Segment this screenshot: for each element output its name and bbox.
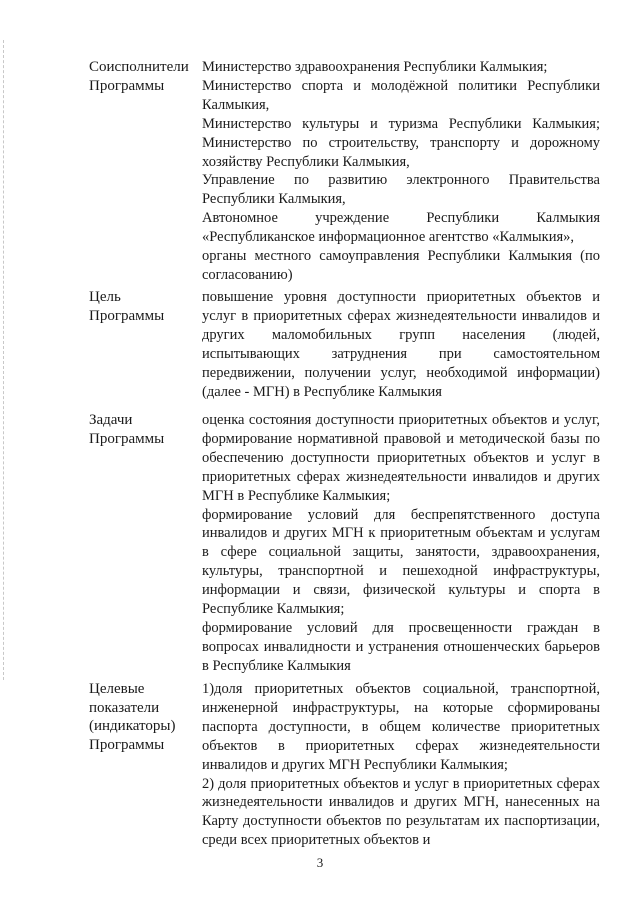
section-content (202, 288, 600, 401)
section-content (202, 58, 600, 285)
section-label (89, 58, 199, 95)
content-paragraph: оценка состояния доступности приоритетных объектов и услуг, формирование нормативной правовой и методической базы по обеспечению доступности приоритетных объектов и услуг в приоритетных сферах жизнедеятельности инвалидов и других МГН в Республике Калмыкия; (202, 412, 600, 504)
content-paragraph: повышение уровня доступности приоритетных объектов и услуг в приоритетных сферах жизнедеятельности инвалидов и других маломобильных групп населения (людей, испытывающих затруднения при самостоятельном передвижении, получении услуг, необходимой информации) (далее - МГН) в Республике Калмыкия (202, 289, 600, 400)
label-line: Соисполнители (89, 59, 189, 75)
label-line: Задачи (89, 412, 133, 428)
content-paragraph: Министерство культуры и туризма Республики Калмыкия; Министерство по строительству, транспорту и дорожному хозяйству Республики Калмыкия, (202, 115, 600, 170)
label-line: (индикаторы) (89, 718, 176, 735)
section-label (89, 288, 199, 325)
label-line: показатели (89, 699, 160, 716)
scan-edge-mark (3, 40, 4, 680)
content-paragraph: 1)доля приоритетных объектов социальной, транспортной, инженерной инфраструктуры, на которые сформированы паспорта доступности, в общем количестве приоритетных объектов в приоритетных сферах жизнедеятельности инвалидов и других МГН Республики Калмыкия; (202, 681, 600, 773)
page-number: 3 (316, 855, 324, 870)
label-line: Цель (89, 289, 121, 305)
content-paragraph: Управление по развитию электронного Правительства Республики Калмыкия, (202, 172, 600, 208)
section-content (202, 680, 600, 850)
content-paragraph: Автономное учреждение Республики Калмыкия «Республиканское информационное агентство «Калмыкия», (202, 210, 600, 246)
label-line: Программы (89, 77, 165, 94)
content-paragraph: органы местного самоуправления Республики Калмыкия (по согласованию) (202, 248, 600, 283)
label-line: Программы (89, 307, 165, 324)
label-line: Программы (89, 430, 165, 447)
content-paragraph: 2) доля приоритетных объектов и услуг в приоритетных сферах жизнедеятельности инвалидов и других МГН, нанесенных на Карту доступности объектов по результатам их паспортизации, среди всех приоритетных объектов и (202, 775, 600, 849)
content-paragraph: Министерство здравоохранения Республики Калмыкия; (202, 59, 548, 75)
content-paragraph: Министерство спорта и молодёжной политики Республики Калмыкия, (202, 77, 600, 113)
content-paragraph: формирование условий для просвещенности граждан в вопросах инвалидности и устранения отношенческих барьеров в Республике Калмыкия (202, 619, 600, 674)
section-label (89, 411, 199, 448)
section-content (202, 411, 600, 676)
label-line: Программы (89, 737, 165, 754)
label-line: Целевые (89, 681, 145, 697)
section-label (89, 680, 199, 755)
content-paragraph: формирование условий для беспрепятственного доступа инвалидов и других МГН к приоритетным объектам и услугам в сфере социальной защиты, занятости, здравоохранения, культуры, транспортной и пешеходной инфраструктуры, информации и связи, физической культуры и спорта в Республике Калмыкия; (202, 506, 600, 618)
